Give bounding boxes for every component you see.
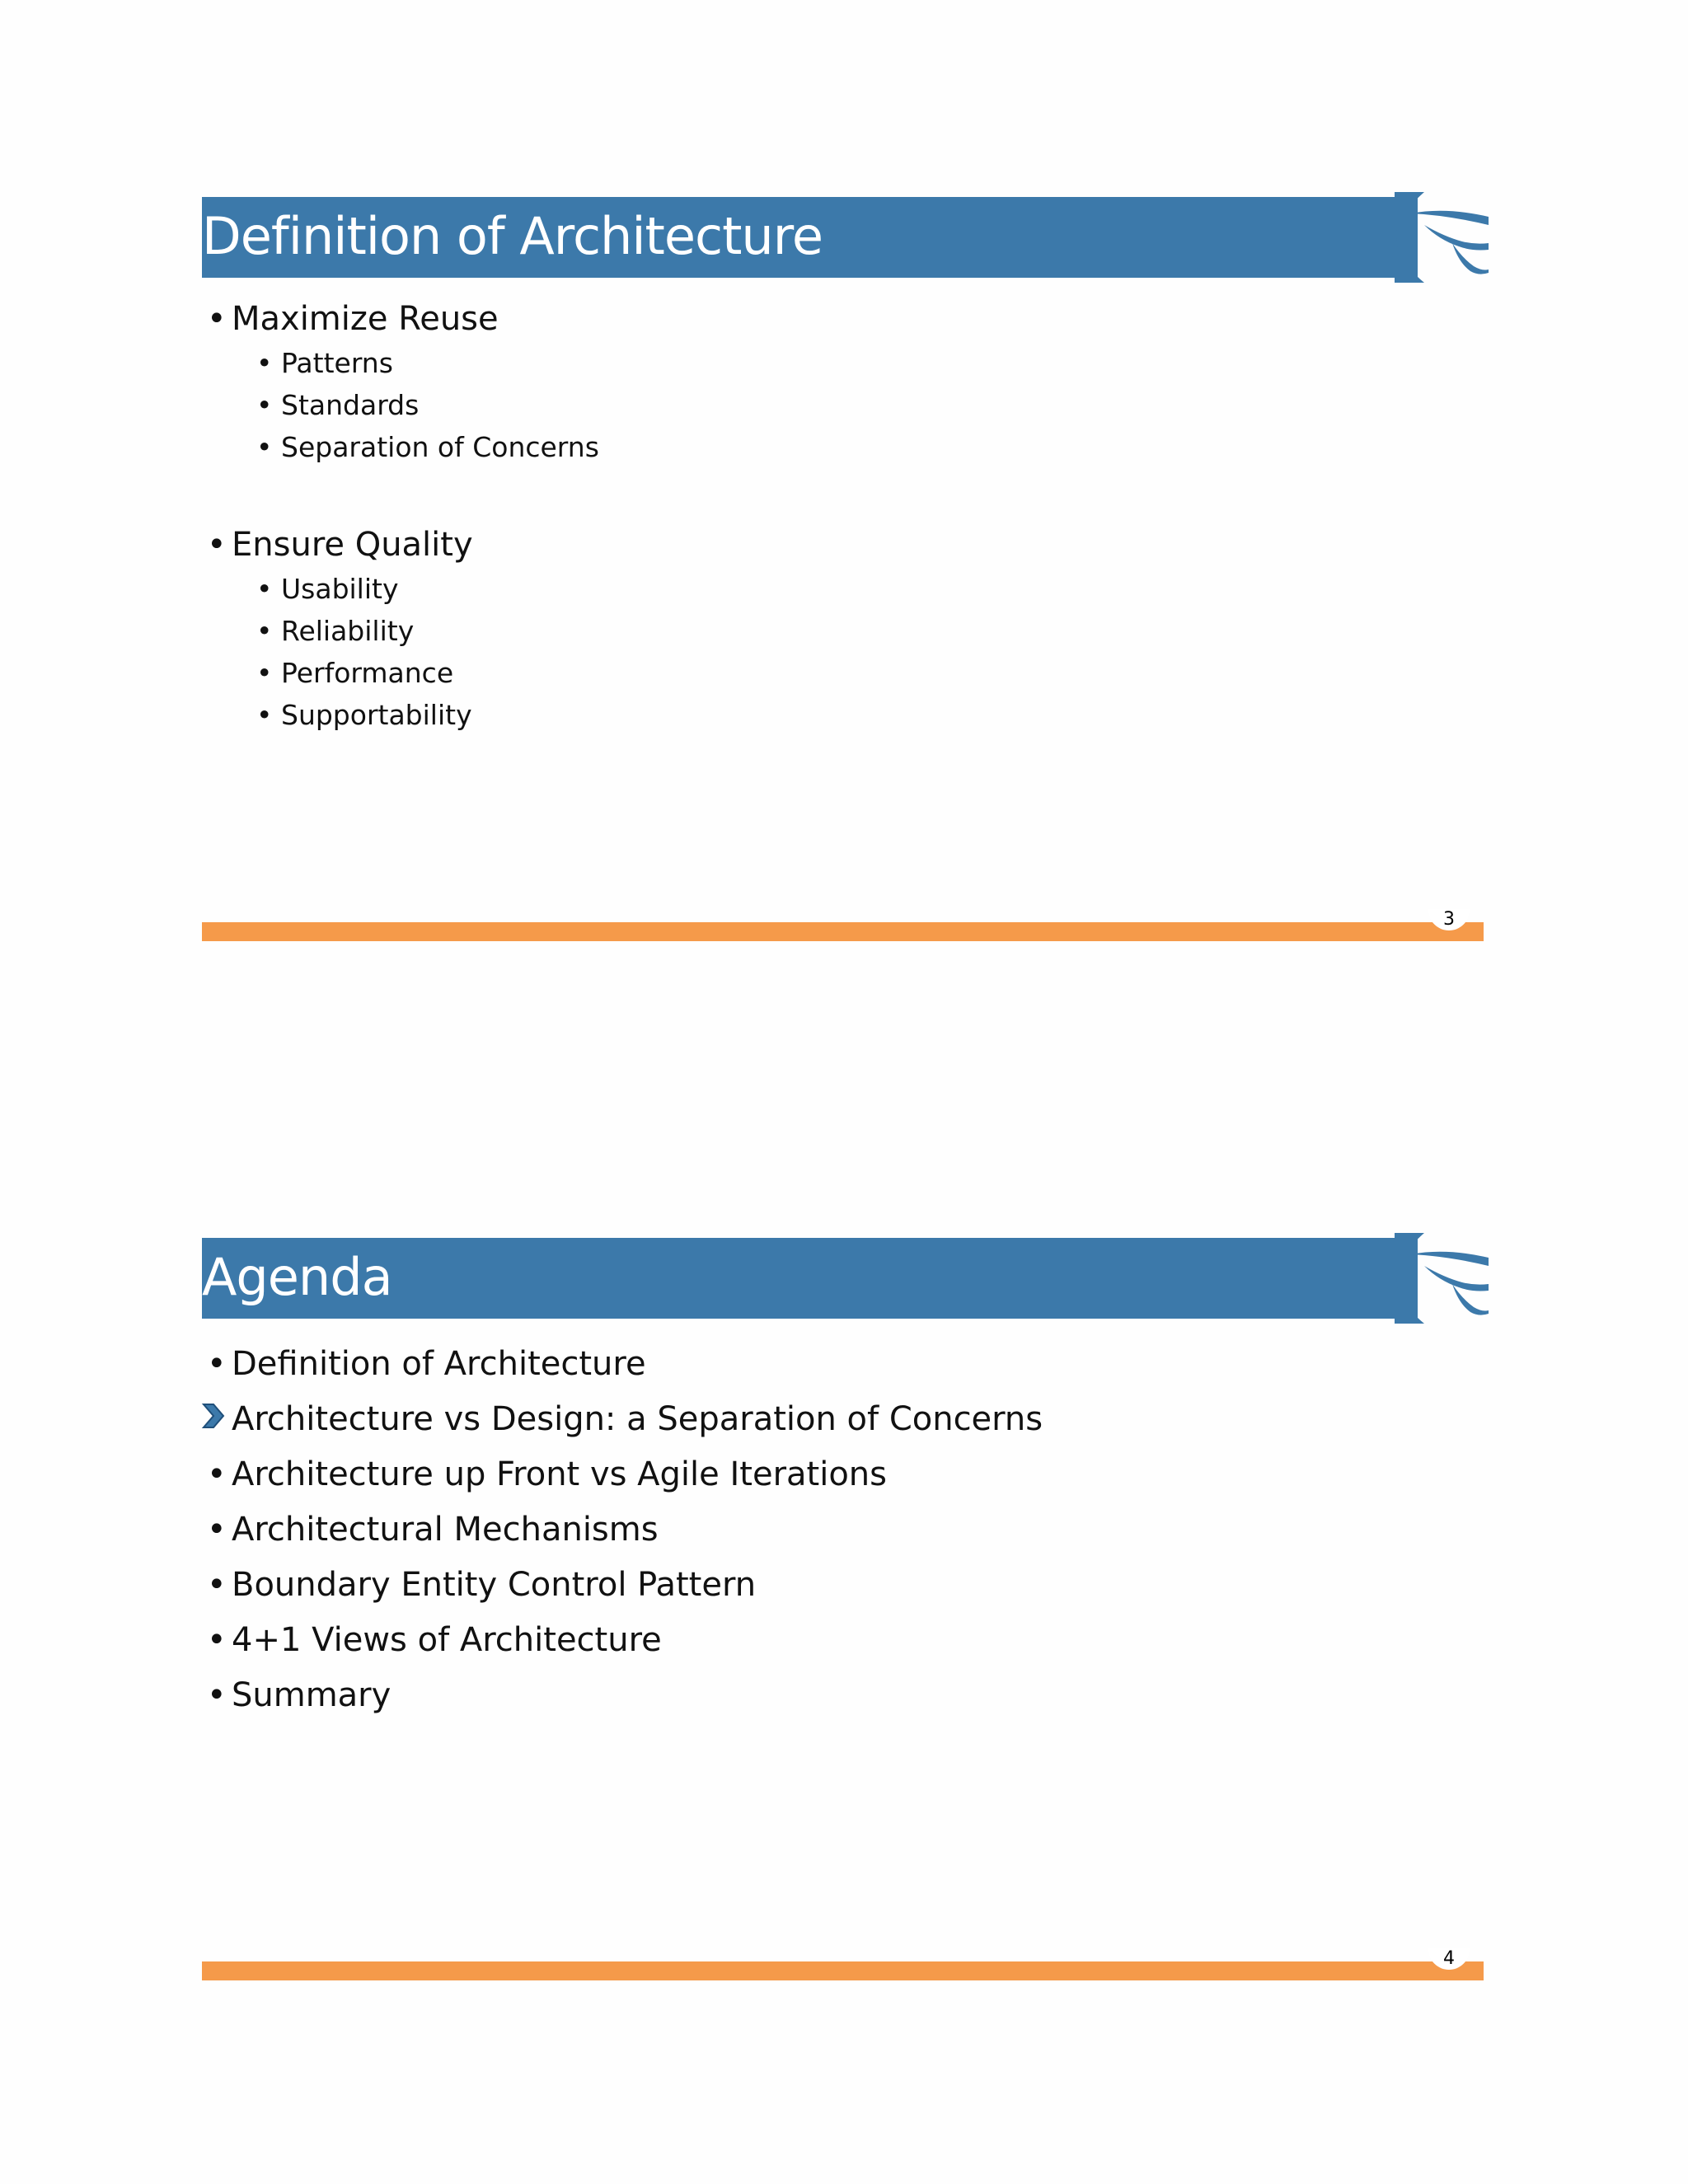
page-number: 4 [1428, 1948, 1470, 1970]
sub-bullet-text: Reliability [281, 615, 415, 647]
bullet-dot: • [207, 1455, 227, 1493]
sub-bullet [202, 610, 1438, 652]
bullet-dot: • [256, 347, 273, 379]
sub-bullet-text: Supportability [281, 699, 472, 731]
bullet-ensure-quality [202, 522, 1438, 568]
agenda-item [202, 1613, 1438, 1668]
chevron-right-icon [201, 1403, 226, 1429]
bullet-dot: • [207, 526, 227, 564]
bullet-dot: • [256, 657, 273, 689]
bullet-dot: • [207, 1566, 227, 1604]
bullet-dot: • [207, 1621, 227, 1659]
bullet-dot: • [256, 573, 273, 605]
agenda-item [202, 1668, 1438, 1723]
agenda-item-text: Definition of Architecture [232, 1345, 646, 1383]
sub-bullet-text: Patterns [281, 347, 393, 379]
agenda-item [202, 1447, 1438, 1502]
slide-title: Agenda [202, 1247, 392, 1307]
agenda-item [202, 1558, 1438, 1613]
section-spacer [202, 468, 1438, 522]
agenda-item-text: Architecture vs Design: a Separation of Concerns [232, 1400, 1043, 1438]
bullet-dot: • [256, 389, 273, 421]
bullet-dot: • [256, 615, 273, 647]
bullet-text: Maximize Reuse [232, 300, 499, 338]
agenda-list [202, 1337, 1438, 1723]
agenda-item-text: Boundary Entity Control Pattern [232, 1566, 757, 1604]
sub-bullet-text: Standards [281, 389, 420, 421]
bullet-dot: • [207, 1676, 227, 1714]
sub-bullet-text: Performance [281, 657, 454, 689]
sub-bullet [202, 342, 1438, 384]
bullet-text: Ensure Quality [232, 526, 473, 564]
bullet-dot: • [256, 431, 273, 463]
bullet-dot: • [256, 699, 273, 731]
footer-bar [202, 1961, 1484, 1980]
swoosh-logo-icon [1395, 192, 1489, 283]
bullet-dot: • [207, 1511, 227, 1549]
bullet-maximize-reuse [202, 296, 1438, 342]
bullet-dot: • [207, 300, 227, 338]
slide-body [202, 296, 1438, 736]
sub-bullet [202, 568, 1438, 610]
agenda-item [202, 1337, 1438, 1392]
bullet-dot: • [207, 1345, 227, 1383]
agenda-item-text: 4+1 Views of Architecture [232, 1621, 662, 1659]
sub-bullet [202, 384, 1438, 426]
sub-bullet-text: Usability [281, 573, 399, 605]
swoosh-logo-icon [1395, 1233, 1489, 1324]
sub-bullet-text: Separation of Concerns [281, 431, 599, 463]
slide-title: Definition of Architecture [202, 206, 823, 266]
sub-bullet [202, 694, 1438, 736]
page-number: 3 [1428, 909, 1470, 930]
sub-bullet [202, 652, 1438, 694]
agenda-item-text: Architecture up Front vs Agile Iterations [232, 1455, 887, 1493]
agenda-item-text: Architectural Mechanisms [232, 1511, 659, 1549]
agenda-item-text: Summary [232, 1676, 392, 1714]
agenda-item [202, 1502, 1438, 1558]
agenda-item-current [202, 1392, 1438, 1447]
footer-bar [202, 922, 1484, 941]
sub-bullet [202, 426, 1438, 468]
